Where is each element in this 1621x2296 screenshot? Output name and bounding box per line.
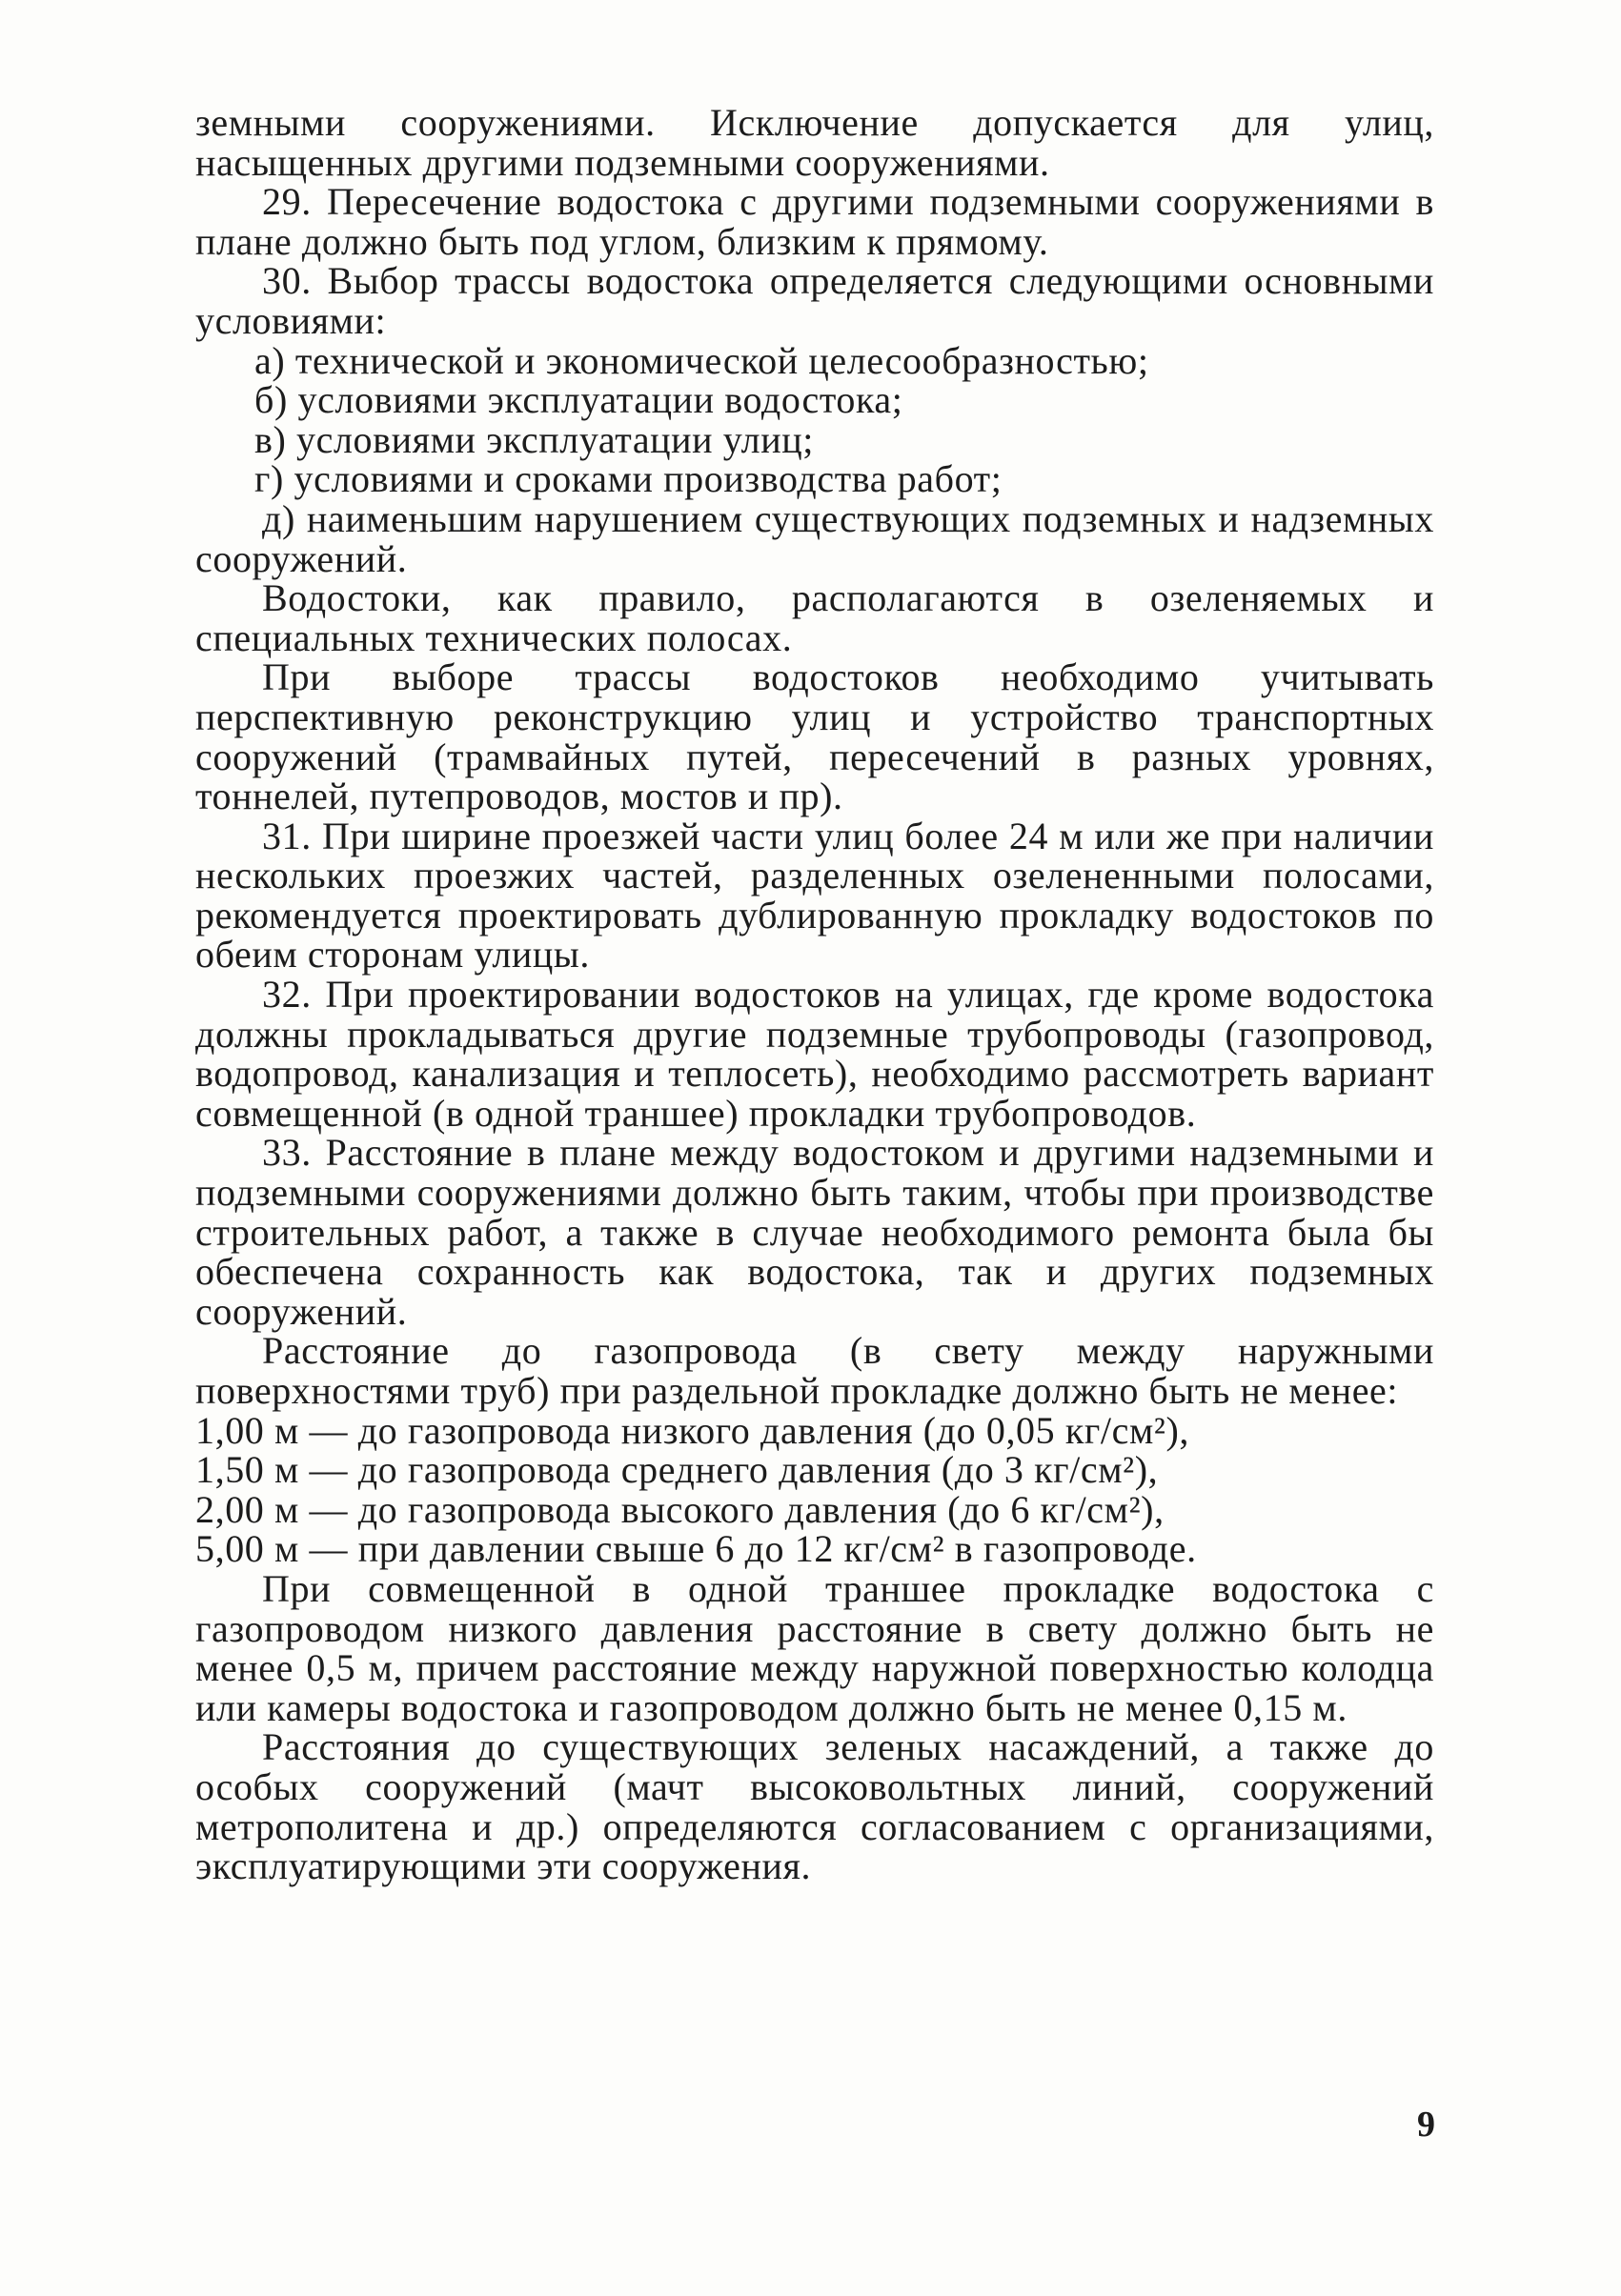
list-item-v: в) условиями эксплуатации улиц; bbox=[254, 417, 814, 461]
paragraph-combined-trench: При совмещенной в одной траншее прокладке водостока с газопроводом низкого давления расстояние в свету должно быть не менее 0,5 м, причем расстояние между наружной поверхностью колодца или камеры водостока и газопроводом должно быть не менее 0,15 м. bbox=[195, 1566, 1434, 1729]
paragraph-29: 29. Пересечение водостока с другими подземными сооружениями в плане должно быть под углом, близким к прямому. bbox=[195, 180, 1434, 263]
paragraph-30: 30. Выбор трассы водостока определяется следующими основными условиями: bbox=[195, 259, 1434, 342]
distance-line-high: 2,00 м — до газопровода высокого давления (до 6 кг/см²), bbox=[195, 1487, 1165, 1531]
paragraph-33: 33. Расстояние в плане между водостоком и другими надземными и подземными сооружениями должно быть таким, чтобы при производстве строительных работ, а также в случае необходимого ремонта была бы обеспечена сохранность как водостока, так и других подземных сооружений. bbox=[195, 1131, 1434, 1333]
paragraph-31: 31. При ширине проезжей части улиц более 24 м или же при наличии нескольких проезжих частей, разделенных озелененными полосами, рекомендуется проектировать дублированную прокладку водостоков по обеим сторонам улицы. bbox=[195, 814, 1434, 977]
list-item-d: д) наименьшим нарушением существующих подземных и надземных сооружений. bbox=[195, 496, 1434, 580]
paragraph-drains-placement: Водостоки, как правило, располагаются в озеленяемых и специальных технических полосах. bbox=[195, 576, 1434, 659]
list-item-g: г) условиями и сроками производства работ; bbox=[254, 457, 1003, 501]
body-text bbox=[195, 103, 1434, 1886]
distance-line-over-6: 5,00 м — при давлении свыше 6 до 12 кг/см² в газопроводе. bbox=[195, 1527, 1197, 1571]
list-item-b: б) условиями эксплуатации водостока; bbox=[254, 378, 903, 422]
distance-line-low: 1,00 м — до газопровода низкого давления (до 0,05 кг/см²), bbox=[195, 1408, 1189, 1452]
paragraph-32: 32. При проектировании водостоков на улицах, где кроме водостока должны прокладываться другие подземные трубопроводы (газопровод, водопровод, канализация и теплосеть), необходимо рассмотреть вариант совмещенной (в одной траншее) прокладки трубопроводов. bbox=[195, 973, 1434, 1135]
distance-line-medium: 1,50 м — до газопровода среднего давления (до 3 кг/см²), bbox=[195, 1448, 1159, 1492]
page-number: 9 bbox=[1417, 2105, 1435, 2145]
list-item-a: а) технической и экономической целесообразностью; bbox=[254, 338, 1149, 382]
paragraph-route-selection: При выборе трассы водостоков необходимо учитывать перспективную реконструкцию улиц и устройство транспортных сооружений (трамвайных путей, пересечений в разных уровнях, тоннелей, путепроводов, мостов и пр). bbox=[195, 655, 1434, 818]
paragraph-green-spaces: Расстояния до существующих зеленых насаждений, а также до особых сооружений (мачт высоковольтных линий, сооружений метрополитена и др.) определяются согласованием с организациями, эксплуатирующими эти сооружения. bbox=[195, 1725, 1434, 1888]
paragraph-continuation: земными сооружениями. Исключение допускается для улиц, насыщенных другими подземными сооружениями. bbox=[195, 101, 1434, 184]
paragraph-gas-distance: Расстояние до газопровода (в свету между наружными поверхностями труб) при раздельной прокладке должно быть не менее: bbox=[195, 1329, 1434, 1412]
